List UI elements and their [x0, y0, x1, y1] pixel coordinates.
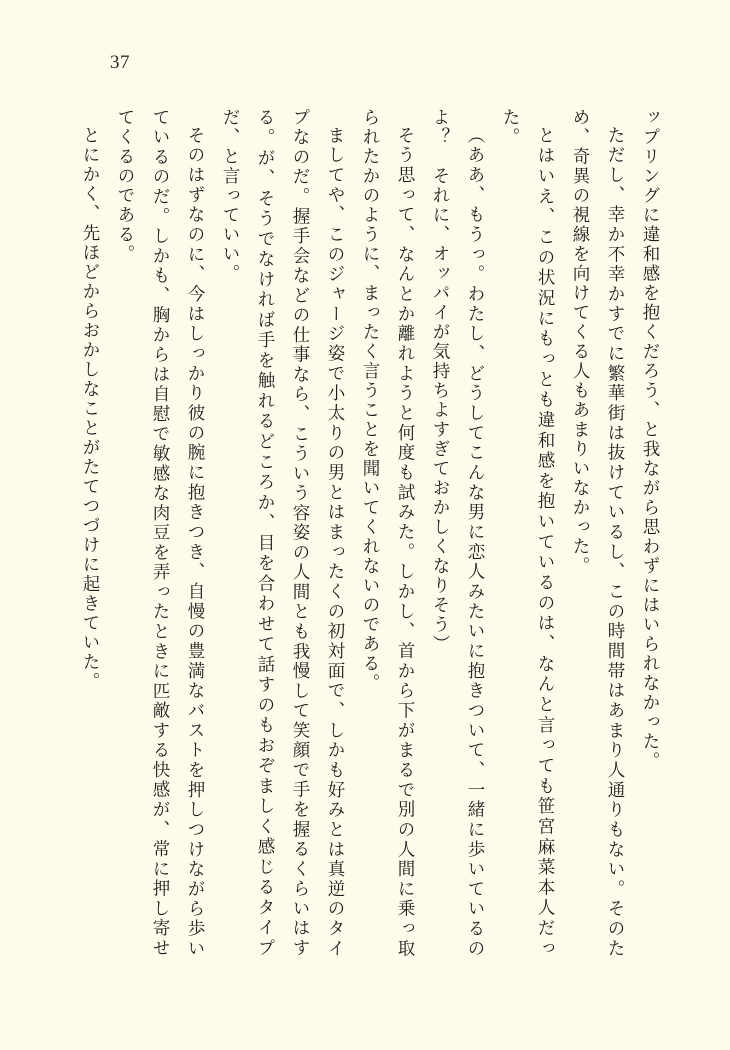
paragraph: とはいえ、この状況にもっとも違和感を抱いているのは、なんと言っても笹宮麻菜本人だった。 — [501, 108, 556, 959]
paragraph: とにかく、先ほどからおかしなことがたてつづけに起きていた。 — [81, 125, 101, 691]
paragraph: ましてや、このジャージ姿で小太りの男とはまったくの初対面で、しかも好みとは真逆のタイプなのだ。握手会などの仕事なら、こういう容姿の人間とも我慢して笑顔で手を握るくらいはする。が、そうでなければ手を触れるどころか、目を合わせて話すのもおぞましく感じるタイプだ、と言っていい。 — [221, 108, 346, 959]
paragraph: （ああ、もうっ。わたし、どうしてこんな男に恋人みたいに抱きついて、一緒に歩いているのよ？ それに、オッパイが気持ちよすぎておかしくなりそう） — [431, 108, 486, 958]
body-text — [81, 108, 668, 959]
paragraph: ただし、幸か不幸かすでに繁華街は抜けているし、この時間帯はあまり人通りもない。そのため、奇異の視線を向けてくる人もあまりいなかった。 — [571, 108, 626, 958]
paragraph: そう思って、なんとか離れようと何度も試みた。しかし、首から下がまるで別の人間に乗っ取られたかのように、まったく言うことを聞いてくれないのである。 — [361, 108, 416, 958]
page-number: 37 — [110, 52, 130, 73]
paragraph: ップリングに違和感を抱くだろう、と我ながら思わずにはいられなかった。 — [641, 108, 661, 771]
paragraph: そのはずなのに、今はしっかり彼の腕に抱きつき、自慢の豊満なバストを押しつけながら歩いているのだ。しかも、胸からは自慰で敏感な肉豆を弄ったときに匹敵する快感が、常に押し寄せてくるのである。 — [116, 108, 206, 958]
